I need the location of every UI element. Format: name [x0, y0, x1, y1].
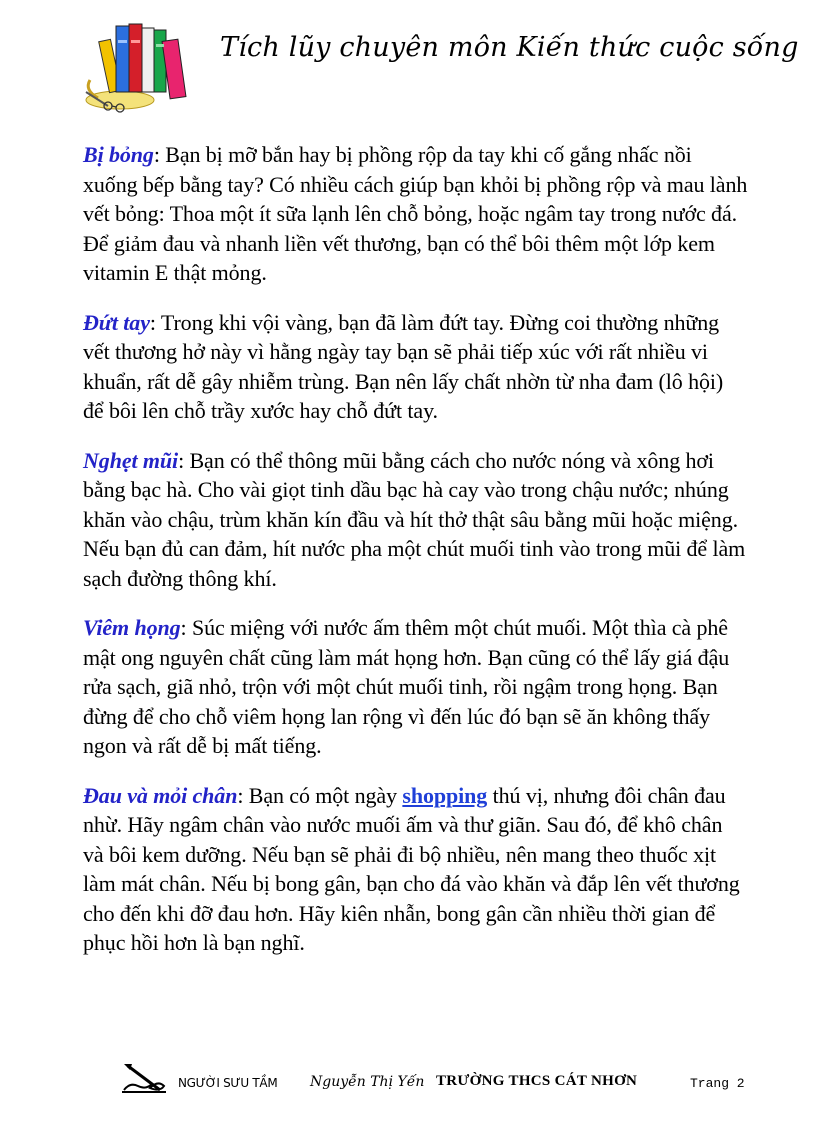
shopping-link[interactable]: shopping: [402, 782, 488, 808]
text-cut: : Trong khi vội vàng, bạn đã làm đứt tay. Đừng coi thường những vết thương hở này vì hằng ngày tay bạn sẽ phải tiếp xúc với rất nhiều vi khuẩn, rất dễ gây nhiễm trùng. Bạn nên lấy chất nhờn từ nha đam (lô hội) để bôi lên chỗ trầy xước hay chỗ đứt tay.: [83, 309, 724, 423]
term-stuffy-nose: Nghẹt mũi: [83, 447, 179, 473]
page-number: Trang 2: [690, 1076, 745, 1091]
page-title: Tích lũy chuyên môn Kiến thức cuộc sống: [220, 32, 799, 63]
term-sore-feet: Đau và mỏi chân: [83, 782, 238, 808]
text-stuffy-nose: : Bạn có thể thông mũi bằng cách cho nước nóng và xông hơi bằng bạc hà. Cho vài giọt tinh dầu bạc hà cay vào trong chậu nước; nhúng khăn vào chậu, trùm khăn kín đầu và hít thở thật sâu bằng mũi hoặc miệng. Nếu bạn đủ can đảm, hít nước pha một chút muối tinh vào trong mũi để làm sạch đường thông khí.: [83, 447, 746, 591]
paragraph-stuffy-nose: [83, 446, 748, 594]
paragraph-sore-throat: [83, 613, 748, 761]
text-sore-feet-before: : Bạn có một ngày: [237, 782, 403, 808]
term-burn: Bị bỏng: [83, 142, 154, 167]
text-sore-throat: : Súc miệng với nước ấm thêm một chút muối. Một thìa cà phê mật ong nguyên chất cũng làm mát họng hơn. Bạn cũng có thể lấy giá đậu rửa sạch, giã nhỏ, trộn với một chút muối tinh, rồi ngậm trong họng. Bạn đừng để cho chỗ viêm họng lan rộng vì đến lúc đó bạn sẽ ăn không thấy ngon và rất dễ bị mất tiếng.: [83, 615, 730, 758]
text-sore-feet-after: thú vị, nhưng đôi chân đau nhừ. Hãy ngâm chân vào nước muối ấm và thư giãn. Sau đó, để khô chân và bôi kem dưỡng. Nếu bạn sẽ phải đi bộ nhiều, nên mang theo thuốc xịt làm mát chân. Nếu bị bong gân, bạn cho đá vào khăn và đắp lên vết thương cho đến khi đỡ đau hơn. Hãy kiên nhẫn, bong gân cần nhiều thời gian để phục hồi hơn là bạn nghĩ.: [83, 782, 740, 955]
school-name: TRƯỜNG THCS CÁT NHƠN: [436, 1073, 638, 1089]
paragraph-cut: [83, 308, 748, 426]
author-name: Nguyễn Thị Yến: [310, 1074, 425, 1090]
paragraph-sore-feet: [83, 781, 748, 958]
term-sore-throat: Viêm họng: [83, 615, 181, 640]
text-burn: : Bạn bị mỡ bắn hay bị phồng rộp da tay khi cố gắng nhấc nồi xuống bếp bằng tay? Có nhiều cách giúp bạn khỏi bị phồng rộp và mau lành vết bỏng: Thoa một ít sữa lạnh lên chỗ bỏng, hoặc ngâm tay trong nước đá. Để giảm đau và nhanh liền vết thương, bạn có thể bôi thêm một lớp kem vitamin E thật mỏng.: [83, 142, 748, 285]
collector-label: NGƯỜI SƯU TẦM: [178, 1076, 278, 1090]
page-header: [80, 10, 799, 120]
page-footer: [120, 1060, 760, 1100]
term-cut: Đứt tay: [83, 309, 150, 335]
pen-writing-icon: [120, 1060, 168, 1096]
document-body: [83, 140, 748, 978]
books-logo-icon: [80, 10, 205, 115]
paragraph-burn: [83, 140, 748, 288]
